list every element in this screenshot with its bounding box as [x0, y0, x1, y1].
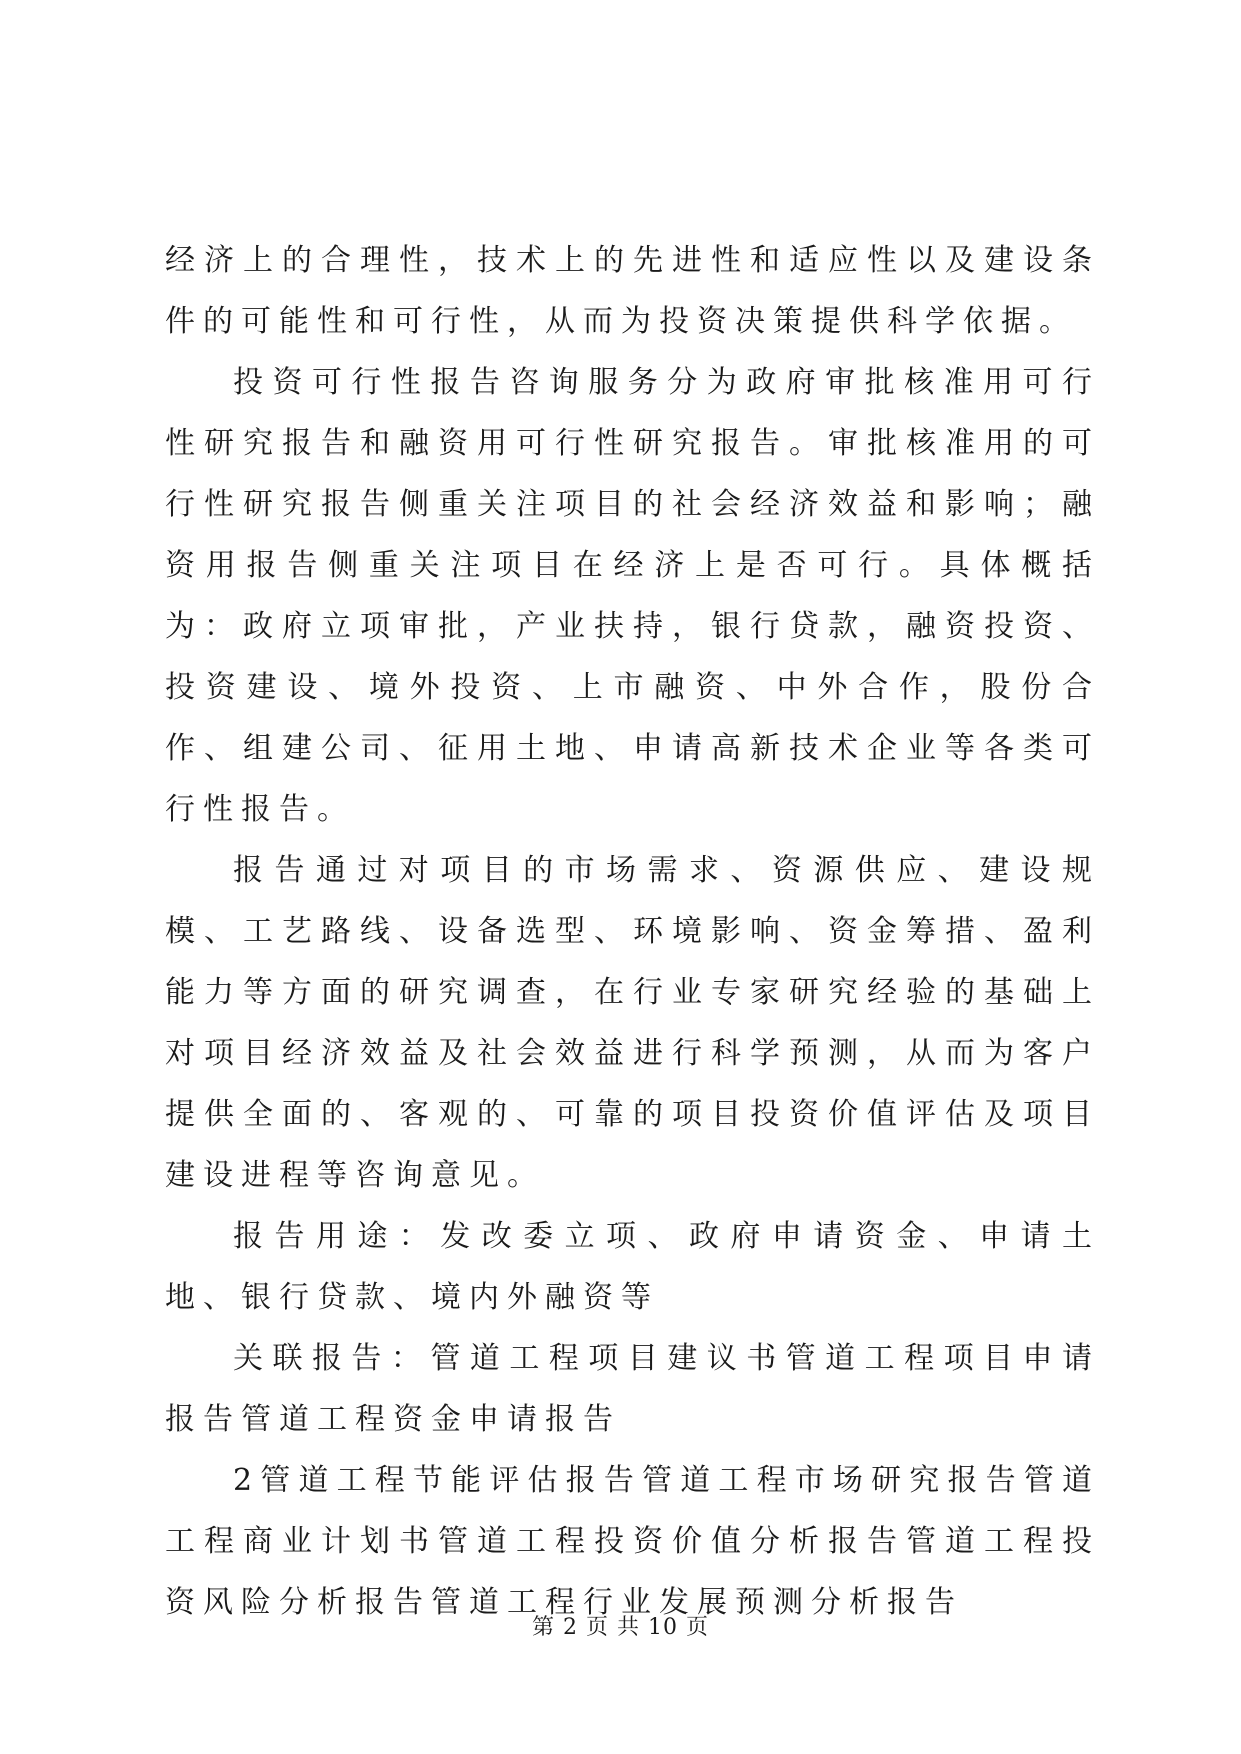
document-body	[165, 230, 1100, 1633]
paragraph-1: 经济上的合理性，技术上的先进性和适应性以及建设条件的可能性和可行性，从而为投资决策提供科学依据。	[165, 243, 1100, 339]
paragraph-3: 报告通过对项目的市场需求、资源供应、建设规模、工艺路线、设备选型、环境影响、资金筹措、盈利能力等方面的研究调查，在行业专家研究经验的基础上对项目经济效益及社会效益进行科学预测，从而为客户提供全面的、客观的、可靠的项目投资价值评估及项目建设进程等咨询意见。	[165, 853, 1100, 1193]
paragraph-5: 关联报告：管道工程项目建议书管道工程项目申请报告管道工程资金申请报告	[165, 1341, 1100, 1437]
page-number-footer: 第 2 页 共 10 页	[532, 1615, 709, 1640]
paragraph-6: 2管道工程节能评估报告管道工程市场研究报告管道工程商业计划书管道工程投资价值分析报告管道工程投资风险分析报告管道工程行业发展预测分析报告	[165, 1463, 1100, 1620]
paragraph-4: 报告用途：发改委立项、政府申请资金、申请土地、银行贷款、境内外融资等	[165, 1219, 1100, 1315]
paragraph-2: 投资可行性报告咨询服务分为政府审批核准用可行性研究报告和融资用可行性研究报告。审批核准用的可行性研究报告侧重关注项目的社会经济效益和影响；融资用报告侧重关注项目在经济上是否可行。具体概括为：政府立项审批，产业扶持，银行贷款，融资投资、投资建设、境外投资、上市融资、中外合作，股份合作、组建公司、征用土地、申请高新技术企业等各类可行性报告。	[165, 365, 1100, 827]
